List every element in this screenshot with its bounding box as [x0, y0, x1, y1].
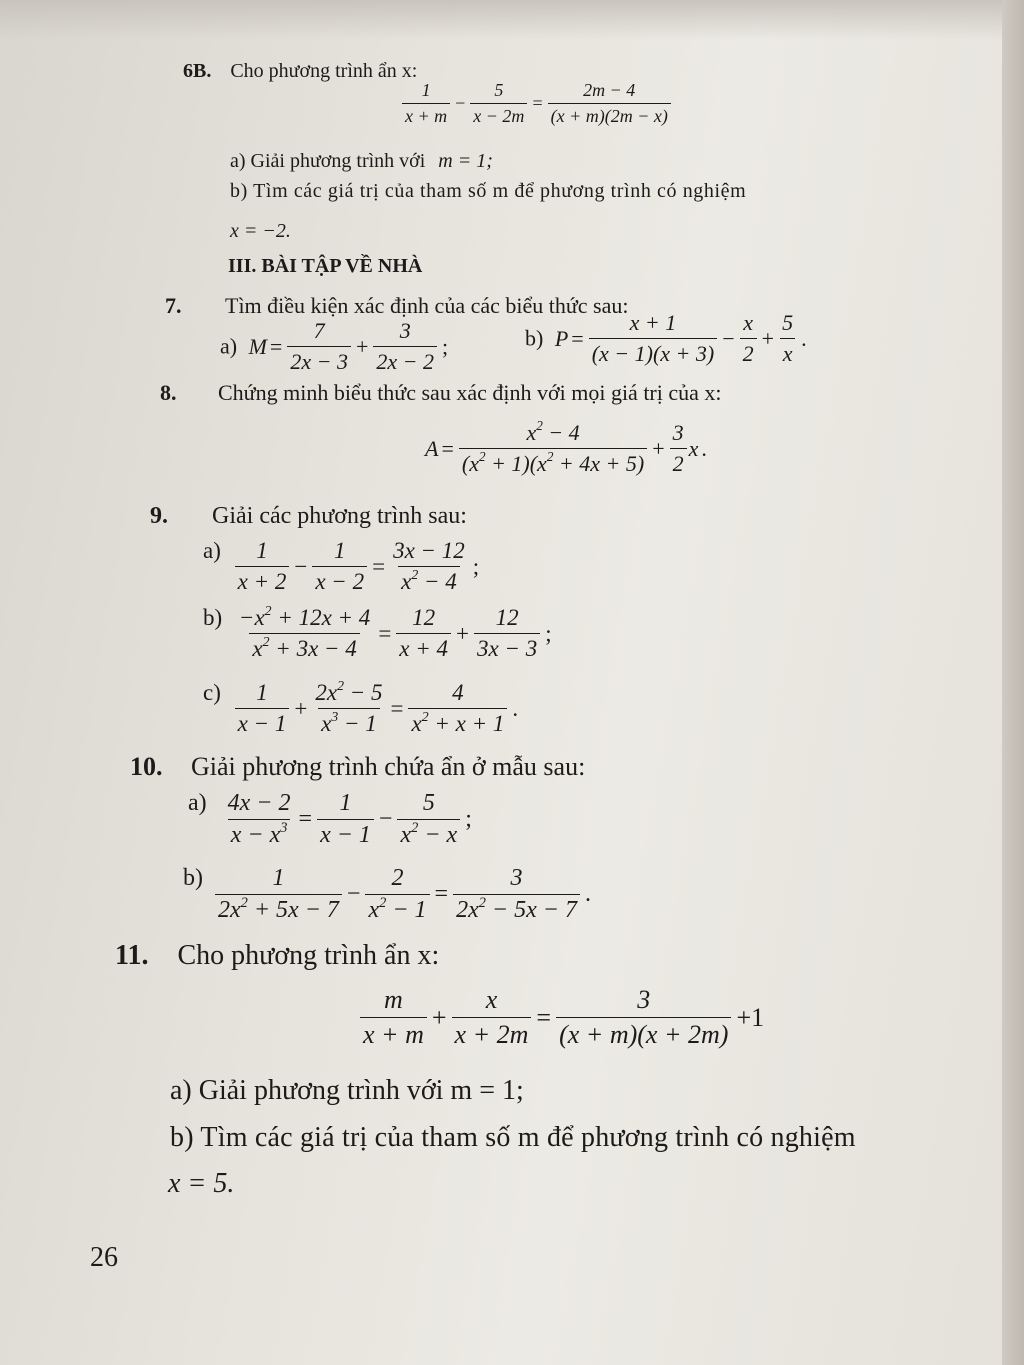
- exercise-9-header: [150, 503, 467, 530]
- exercise-11-b: b) Tìm các giá trị của tham số m để phương trình có nghiệm: [170, 1122, 856, 1153]
- exercise-11-header: [115, 940, 439, 972]
- equation-8: A = $\frac{x^2 - 4}{(x^2 + 1)(x^2 + 4x + 5)}$ + $\frac{3}{2}$ x .: [425, 418, 707, 476]
- part-a-label: a): [220, 333, 238, 359]
- exercise-prompt: Tìm điều kiện xác định của các biểu thức sau:: [225, 293, 629, 318]
- exercise-6b-b-cont: x = −2.: [230, 220, 291, 242]
- exercise-6b-a: [230, 150, 493, 173]
- exercise-11-b-cont: x = 5.: [168, 1168, 235, 1199]
- page-shadow: [0, 0, 1024, 40]
- exercise-number: 10.: [130, 752, 163, 781]
- page-edge: [1002, 0, 1024, 1365]
- exercise-9-b: b) $\frac{-x^2 + 12x + 4}{x^2 + 3x - 4}$ = $\frac{12}{x + 4}$ + $\frac{12}{3x - 3}$ ;: [203, 603, 552, 661]
- page-number: 26: [90, 1242, 118, 1273]
- exercise-9-a: a) $\frac{1}{x + 2}$ − $\frac{1}{x - 2}$ = $\frac{3x - 12}{x^2 - 4}$ ;: [203, 538, 480, 594]
- exercise-number: 8.: [160, 380, 177, 405]
- exercise-11-a: a) Giải phương trình với m = 1;: [170, 1075, 524, 1106]
- part-c-label: c): [203, 680, 221, 705]
- exercise-prompt: Giải các phương trình sau:: [212, 503, 467, 529]
- exercise-number: 11.: [115, 940, 149, 971]
- equation-6b: $\frac{1}{x + m}$ − $\frac{5}{x - 2m}$ = $\frac{2m - 4}{(x + m)(2m - x)}$: [400, 80, 673, 127]
- part-b-label: b): [525, 325, 544, 351]
- exercise-7-a: a) M = $\frac{7}{2x - 3}$ + $\frac{3}{2x - 2}$ ;: [220, 318, 449, 374]
- exercise-6b-b: b) Tìm các giá trị của tham số m để phương trình có nghiệm: [230, 180, 747, 202]
- part-b-label: b): [203, 605, 223, 630]
- part-a-label: a): [188, 790, 207, 816]
- exercise-7-b: b) P = $\frac{x + 1}{(x - 1)(x + 3)}$ − $\frac{x}{2}$ + $\frac{5}{x}$ .: [525, 310, 807, 366]
- exercise-8-header: [160, 380, 722, 406]
- exercise-10-header: [130, 752, 585, 782]
- part-b-label: b): [183, 865, 203, 891]
- part-a-label: a): [203, 538, 221, 563]
- section-heading: III. BÀI TẬP VỀ NHÀ: [228, 255, 423, 277]
- exercise-number: 9.: [150, 503, 168, 529]
- exercise-number: 6B.: [183, 60, 212, 82]
- exercise-prompt: Cho phương trình ẩn x:: [177, 940, 440, 971]
- equation-11: $\frac{m}{x + m}$ + $\frac{x}{x + 2m}$ = $\frac{3}{(x + m)(x + 2m)}$ +1: [358, 985, 767, 1050]
- exercise-9-c: c) $\frac{1}{x - 1}$ + $\frac{2x^2 - 5}{x^3 - 1}$ = $\frac{4}{x^2 + x + 1}$ .: [203, 678, 519, 736]
- exercise-10-b: b) $\frac{1}{2x^2 + 5x - 7}$ − $\frac{2}{x^2 - 1}$ = $\frac{3}{2x^2 - 5x - 7}$ .: [183, 865, 591, 923]
- part-a-condition: m = 1;: [438, 150, 493, 172]
- exercise-prompt: Cho phương trình ẩn x:: [230, 60, 418, 82]
- part-a-text: a) Giải phương trình với: [230, 150, 426, 172]
- exercise-10-a: a) $\frac{4x - 2}{x - x^3}$ = $\frac{1}{x - 1}$ − $\frac{5}{x^2 - x}$ ;: [188, 790, 472, 848]
- exercise-number: 7.: [165, 293, 182, 318]
- exercise-prompt: Giải phương trình chứa ẩn ở mẫu sau:: [191, 752, 586, 781]
- exercise-prompt: Chứng minh biểu thức sau xác định với mọi giá trị của x:: [218, 380, 722, 405]
- exercise-6b-header: [183, 60, 417, 83]
